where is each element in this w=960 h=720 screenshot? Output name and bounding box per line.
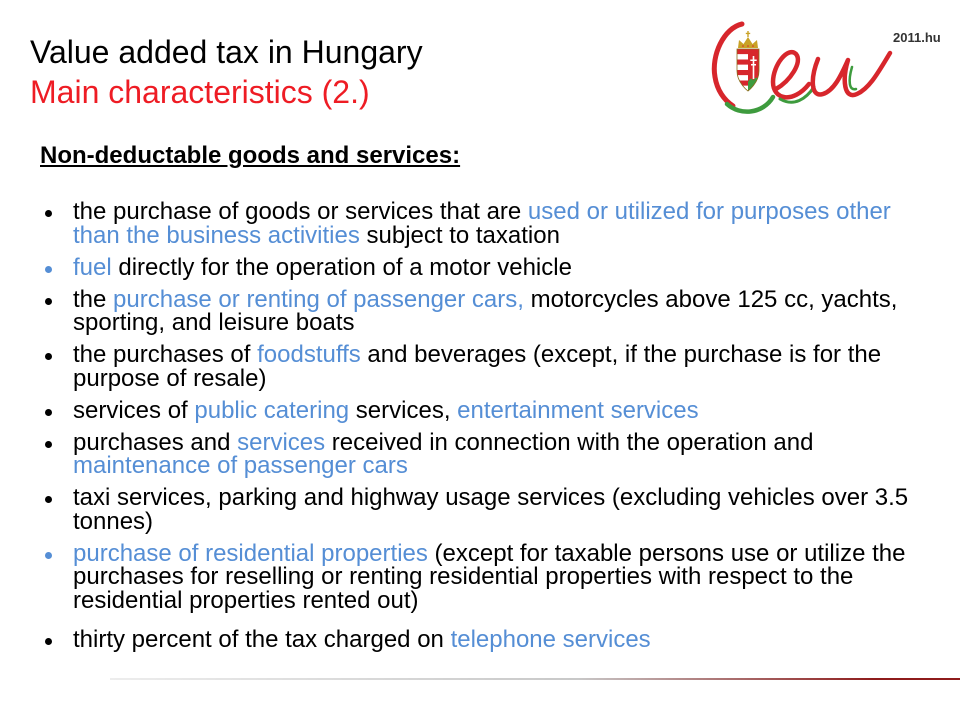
bullet-text: the purchases of bbox=[73, 341, 258, 368]
bullet-dot-icon bbox=[45, 353, 52, 360]
bullet-dot-icon bbox=[45, 298, 52, 305]
highlighted-text: purchase of residential properties bbox=[73, 539, 428, 567]
bullet-item bbox=[45, 253, 925, 281]
highlighted-text: fuel bbox=[73, 253, 112, 281]
bullet-text: taxi services, parking and highway usage services (excluding vehicles over 3.5 tonnes) bbox=[73, 484, 909, 535]
title-subtitle: Main characteristics (2.) bbox=[30, 74, 370, 110]
coat-of-arms-icon bbox=[737, 31, 759, 91]
bullet-text: thirty percent of the tax charged on bbox=[73, 625, 451, 653]
bullet-dot-icon bbox=[45, 409, 52, 416]
crown-cross-bar bbox=[746, 33, 750, 34]
highlighted-text: telephone services bbox=[450, 625, 651, 653]
bullet-text: the bbox=[73, 285, 114, 313]
bullet-dot-icon bbox=[45, 266, 52, 273]
highlighted-text: foodstuffs bbox=[257, 341, 361, 368]
crown-gem bbox=[742, 45, 744, 47]
section-heading: Non-deductable goods and services: bbox=[40, 142, 461, 169]
highlighted-text: services bbox=[237, 428, 326, 456]
shield-stripe-red bbox=[737, 70, 748, 75]
eu-presidency-logo bbox=[700, 15, 950, 120]
wordmark-e-red bbox=[773, 52, 809, 97]
shield-stripe-red bbox=[737, 60, 748, 65]
bullet-item bbox=[45, 285, 925, 336]
shield-stripe-white bbox=[737, 54, 748, 59]
bullet-text: services, bbox=[349, 396, 458, 424]
wordmark-u-green bbox=[850, 67, 856, 89]
bullet-item bbox=[45, 539, 925, 614]
bullet-text: (except for taxable persons use or utilize the purchases for reselling or renting residential properties with respect to the residential properties rented out) bbox=[73, 539, 906, 614]
shield-stripe-white bbox=[737, 86, 748, 91]
logo-domain-text: 2011.hu bbox=[893, 30, 941, 45]
bullet-item bbox=[45, 625, 925, 653]
bullet-text: subject to taxation bbox=[359, 221, 560, 249]
slide-title bbox=[30, 32, 423, 112]
bullet-item bbox=[45, 343, 925, 390]
double-cross-bar-bottom bbox=[751, 64, 756, 66]
title-main: Value added tax in Hungary bbox=[30, 34, 423, 70]
highlighted-text: entertainment services bbox=[457, 396, 699, 424]
highlighted-text: purchase or renting of passenger cars, bbox=[113, 285, 524, 313]
bullet-item bbox=[45, 200, 925, 247]
bullet-text: received in connection with the operation and bbox=[325, 428, 814, 456]
bullet-dot-icon bbox=[45, 552, 52, 559]
double-cross-stem bbox=[753, 56, 755, 79]
bullet-text: motorcycles above 125 cc, yachts, sporting, and leisure boats bbox=[73, 285, 898, 336]
shield-stripe-white bbox=[737, 65, 748, 70]
bullet-text: directly for the operation of a motor vehicle bbox=[111, 253, 572, 281]
crown-gem bbox=[747, 45, 749, 47]
bullet-text: services of bbox=[73, 396, 195, 424]
bullet-item bbox=[45, 486, 925, 533]
shield bbox=[737, 49, 759, 91]
bullet-text: and beverages (except, if the purchase is for the purpose of resale) bbox=[73, 341, 882, 392]
crown-gem bbox=[752, 45, 754, 47]
bullet-dot-icon bbox=[45, 638, 52, 645]
bullet-dot-icon bbox=[45, 210, 52, 217]
bullet-list bbox=[45, 200, 925, 660]
highlighted-text: public catering bbox=[194, 396, 350, 424]
bullet-dot-icon bbox=[45, 441, 52, 448]
bullet-text: the purchase of goods or services that are bbox=[73, 198, 528, 225]
bullet-item bbox=[45, 396, 925, 424]
footer-rule bbox=[110, 678, 960, 680]
bullet-dot-icon bbox=[45, 496, 52, 503]
logo-wordmark-eu bbox=[773, 52, 890, 102]
double-cross-bar-top bbox=[750, 60, 756, 62]
shield-stripe-red bbox=[737, 49, 748, 54]
bullet-item bbox=[45, 428, 925, 479]
highlighted-text: maintenance of passenger cars bbox=[73, 452, 408, 479]
highlighted-text: used or utilized for purposes other than the business activities bbox=[73, 198, 891, 249]
bullet-text: purchases and bbox=[73, 428, 238, 456]
